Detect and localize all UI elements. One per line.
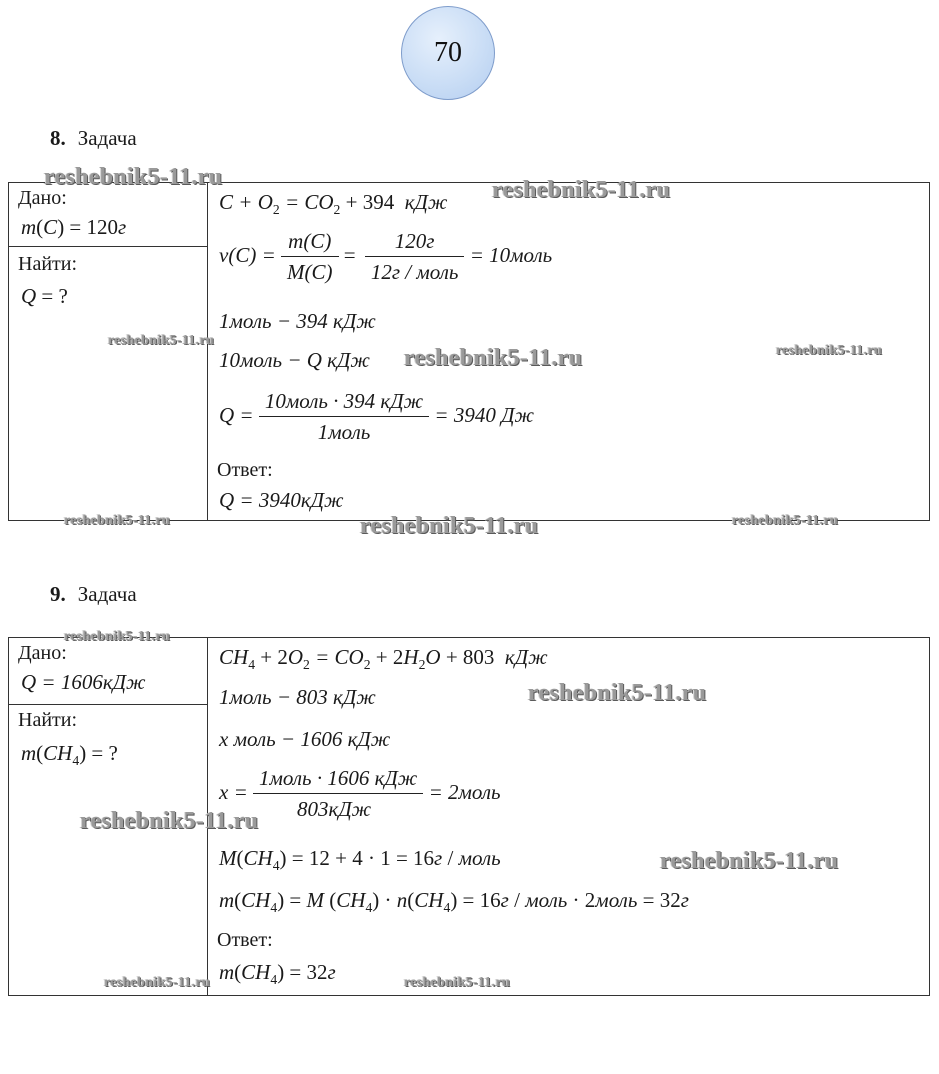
task-8-title: Задача <box>77 126 137 150</box>
task-8-given-label: Дано: <box>18 187 67 209</box>
task-9-title: Задача <box>77 582 137 606</box>
page-number-badge: 70 <box>401 6 495 100</box>
task-8-equation: $C + O_2 = CO_2 + 394$ кДж <box>219 190 448 217</box>
task-8-find-label: Найти: <box>18 253 78 275</box>
watermark: reshebnik5-11.ru <box>108 333 215 348</box>
task-8-heading <box>50 126 137 151</box>
task-8-nu-result: = 10моль <box>469 242 553 267</box>
task-9-x-lhs: x = <box>219 779 248 804</box>
watermark: reshebnik5-11.ru <box>732 513 839 528</box>
task-8-answer-label: Ответ: <box>217 459 273 481</box>
task-8-q-result: = 3940 Дж <box>434 402 534 427</box>
task-8-nu-fraction: $\frac{m(C)}{M(C)}$ <box>281 229 339 285</box>
watermark: reshebnik5-11.ru <box>44 164 223 190</box>
task-8-proportion-1: 1моль − 394 кДж <box>219 309 376 333</box>
task-8-given-value: m(C) = 120г <box>21 215 127 239</box>
task-8-moles-formula: ν(C) = $\frac{m(C)}{M(C)}$ = $\frac{120г}{\text{12г / моль}}$ = 10моль <box>219 229 553 284</box>
task-8-left-column <box>9 183 208 520</box>
task-8-q-lhs: Q = <box>219 402 254 427</box>
task-8-proportion-2: 10моль − Q кДж <box>219 348 370 372</box>
watermark: reshebnik5-11.ru <box>64 513 171 528</box>
watermark: reshebnik5-11.ru <box>404 345 583 371</box>
task-9-answer-label: Ответ: <box>217 929 273 951</box>
task-9-given-cell <box>9 638 207 705</box>
task-9-number: 9. <box>50 582 66 606</box>
task-8-given-cell <box>9 183 207 247</box>
watermark: reshebnik5-11.ru <box>360 513 539 539</box>
watermark: reshebnik5-11.ru <box>492 177 671 203</box>
watermark: reshebnik5-11.ru <box>660 848 839 874</box>
task-9-x-formula <box>219 766 501 822</box>
task-9-answer-value: $m(CH_4) = 32г$ <box>219 960 336 987</box>
task-8-q-formula <box>219 389 534 445</box>
task-9-molar-mass: $M(CH_4) = 12 + 4 \cdot 1 = 16г$ / моль <box>219 846 501 873</box>
task-8-number: 8. <box>50 126 66 150</box>
task-9-mass-calculation: $m(CH_4) = M$ $(CH_4) \cdot n(CH_4) = 16г$ / моль · 2моль = 32г <box>219 888 689 915</box>
watermark: reshebnik5-11.ru <box>104 975 211 990</box>
task-9-find-value: $m(CH_4)$ = ? <box>21 741 118 768</box>
watermark: reshebnik5-11.ru <box>80 808 259 834</box>
task-8-answer-value: Q = 3940кДж <box>219 488 344 512</box>
task-8-nu-fraction-values: $\frac{120г}{\text{12г / моль}}$ <box>365 229 465 285</box>
task-9-proportion-2: x моль − 1606 кДж <box>219 727 391 751</box>
task-9-given-value: Q = 1606кДж <box>21 670 146 694</box>
task-8-nu-lhs: ν(C) = <box>219 242 276 267</box>
task-8-find-value: Q = ? <box>21 284 68 308</box>
task-8-q-fraction: $\frac{\text{10моль · 394 кДж}}{\text{1моль}}$ <box>259 389 429 445</box>
task-9-heading <box>50 582 137 607</box>
task-9-given-label: Дано: <box>18 642 67 664</box>
watermark: reshebnik5-11.ru <box>64 629 171 644</box>
task-9-find-label: Найти: <box>18 709 78 731</box>
watermark: reshebnik5-11.ru <box>404 975 511 990</box>
task-9-x-fraction: $\frac{\text{1моль · 1606 кДж}}{\text{803кДж}}$ <box>253 766 423 822</box>
task-9-equation: $CH_4 + 2O_2 = CO_2 + 2H_2O + 803$ кДж <box>219 645 548 672</box>
task-9-x-result: = 2моль <box>428 779 501 804</box>
task-9-proportion-1: 1моль − 803 кДж <box>219 685 376 709</box>
watermark: reshebnik5-11.ru <box>528 680 707 706</box>
watermark: reshebnik5-11.ru <box>776 343 883 358</box>
